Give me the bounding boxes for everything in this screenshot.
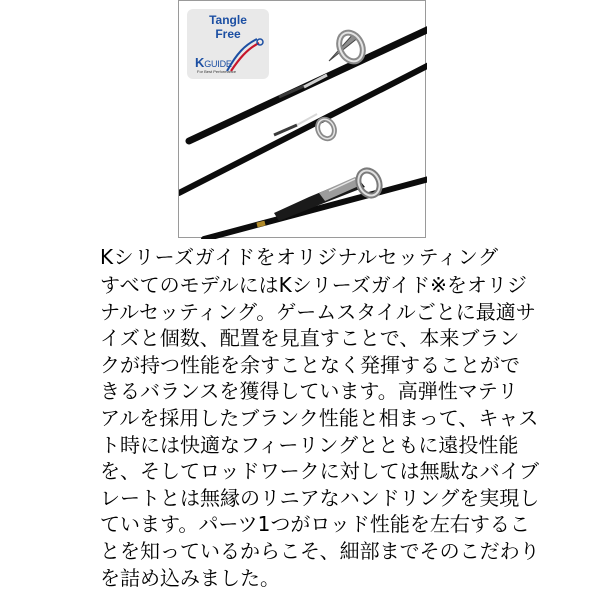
tangle-free-k-guide-logo [187, 9, 269, 79]
rod-bottom [204, 167, 427, 239]
logo-brand-text [195, 55, 232, 70]
logo-subline: For Best Performance [197, 69, 237, 74]
product-photo [178, 0, 426, 238]
logo-tangle-text: Tangle [209, 13, 247, 27]
body-line: きるバランスを獲得しています。高弾性マテリ [100, 379, 518, 404]
body-line: イズと個数、配置を見直すことで、本来ブラン [100, 326, 520, 351]
logo-brand-letter: K [195, 55, 205, 70]
body-line: ています。パーツ1つがロッド性能を左右するこ [100, 512, 530, 537]
logo-brand-rest: GUIDE [204, 59, 232, 69]
body-line: を詰め込みました。 [100, 565, 280, 590]
body-line: を、そしてロッドワークに対しては無駄なバイブ [100, 459, 539, 484]
body-line: ナルセッティング。ゲームスタイルごとに最適サ [100, 299, 536, 324]
body-line: アルを採用したブランク性能と相まって、キャス [100, 405, 539, 430]
body-line: ト時には快適なフィーリングとともに遠投性能 [100, 432, 519, 457]
body-line: すべてのモデルにはKシリーズガイド※をオリジ [100, 273, 527, 297]
body-line: とを知っているからこそ、細部までそのこだわり [100, 538, 540, 563]
body-line: クが持つ性能を余すことなく発揮することがで [100, 352, 520, 377]
description-paragraph [100, 272, 540, 591]
body-line: レートとは無縁のリニアなハンドリングを実現し [100, 485, 540, 510]
logo-free-text: Free [215, 27, 241, 41]
section-heading: Kシリーズガイドをオリジナルセッティング [100, 245, 499, 269]
